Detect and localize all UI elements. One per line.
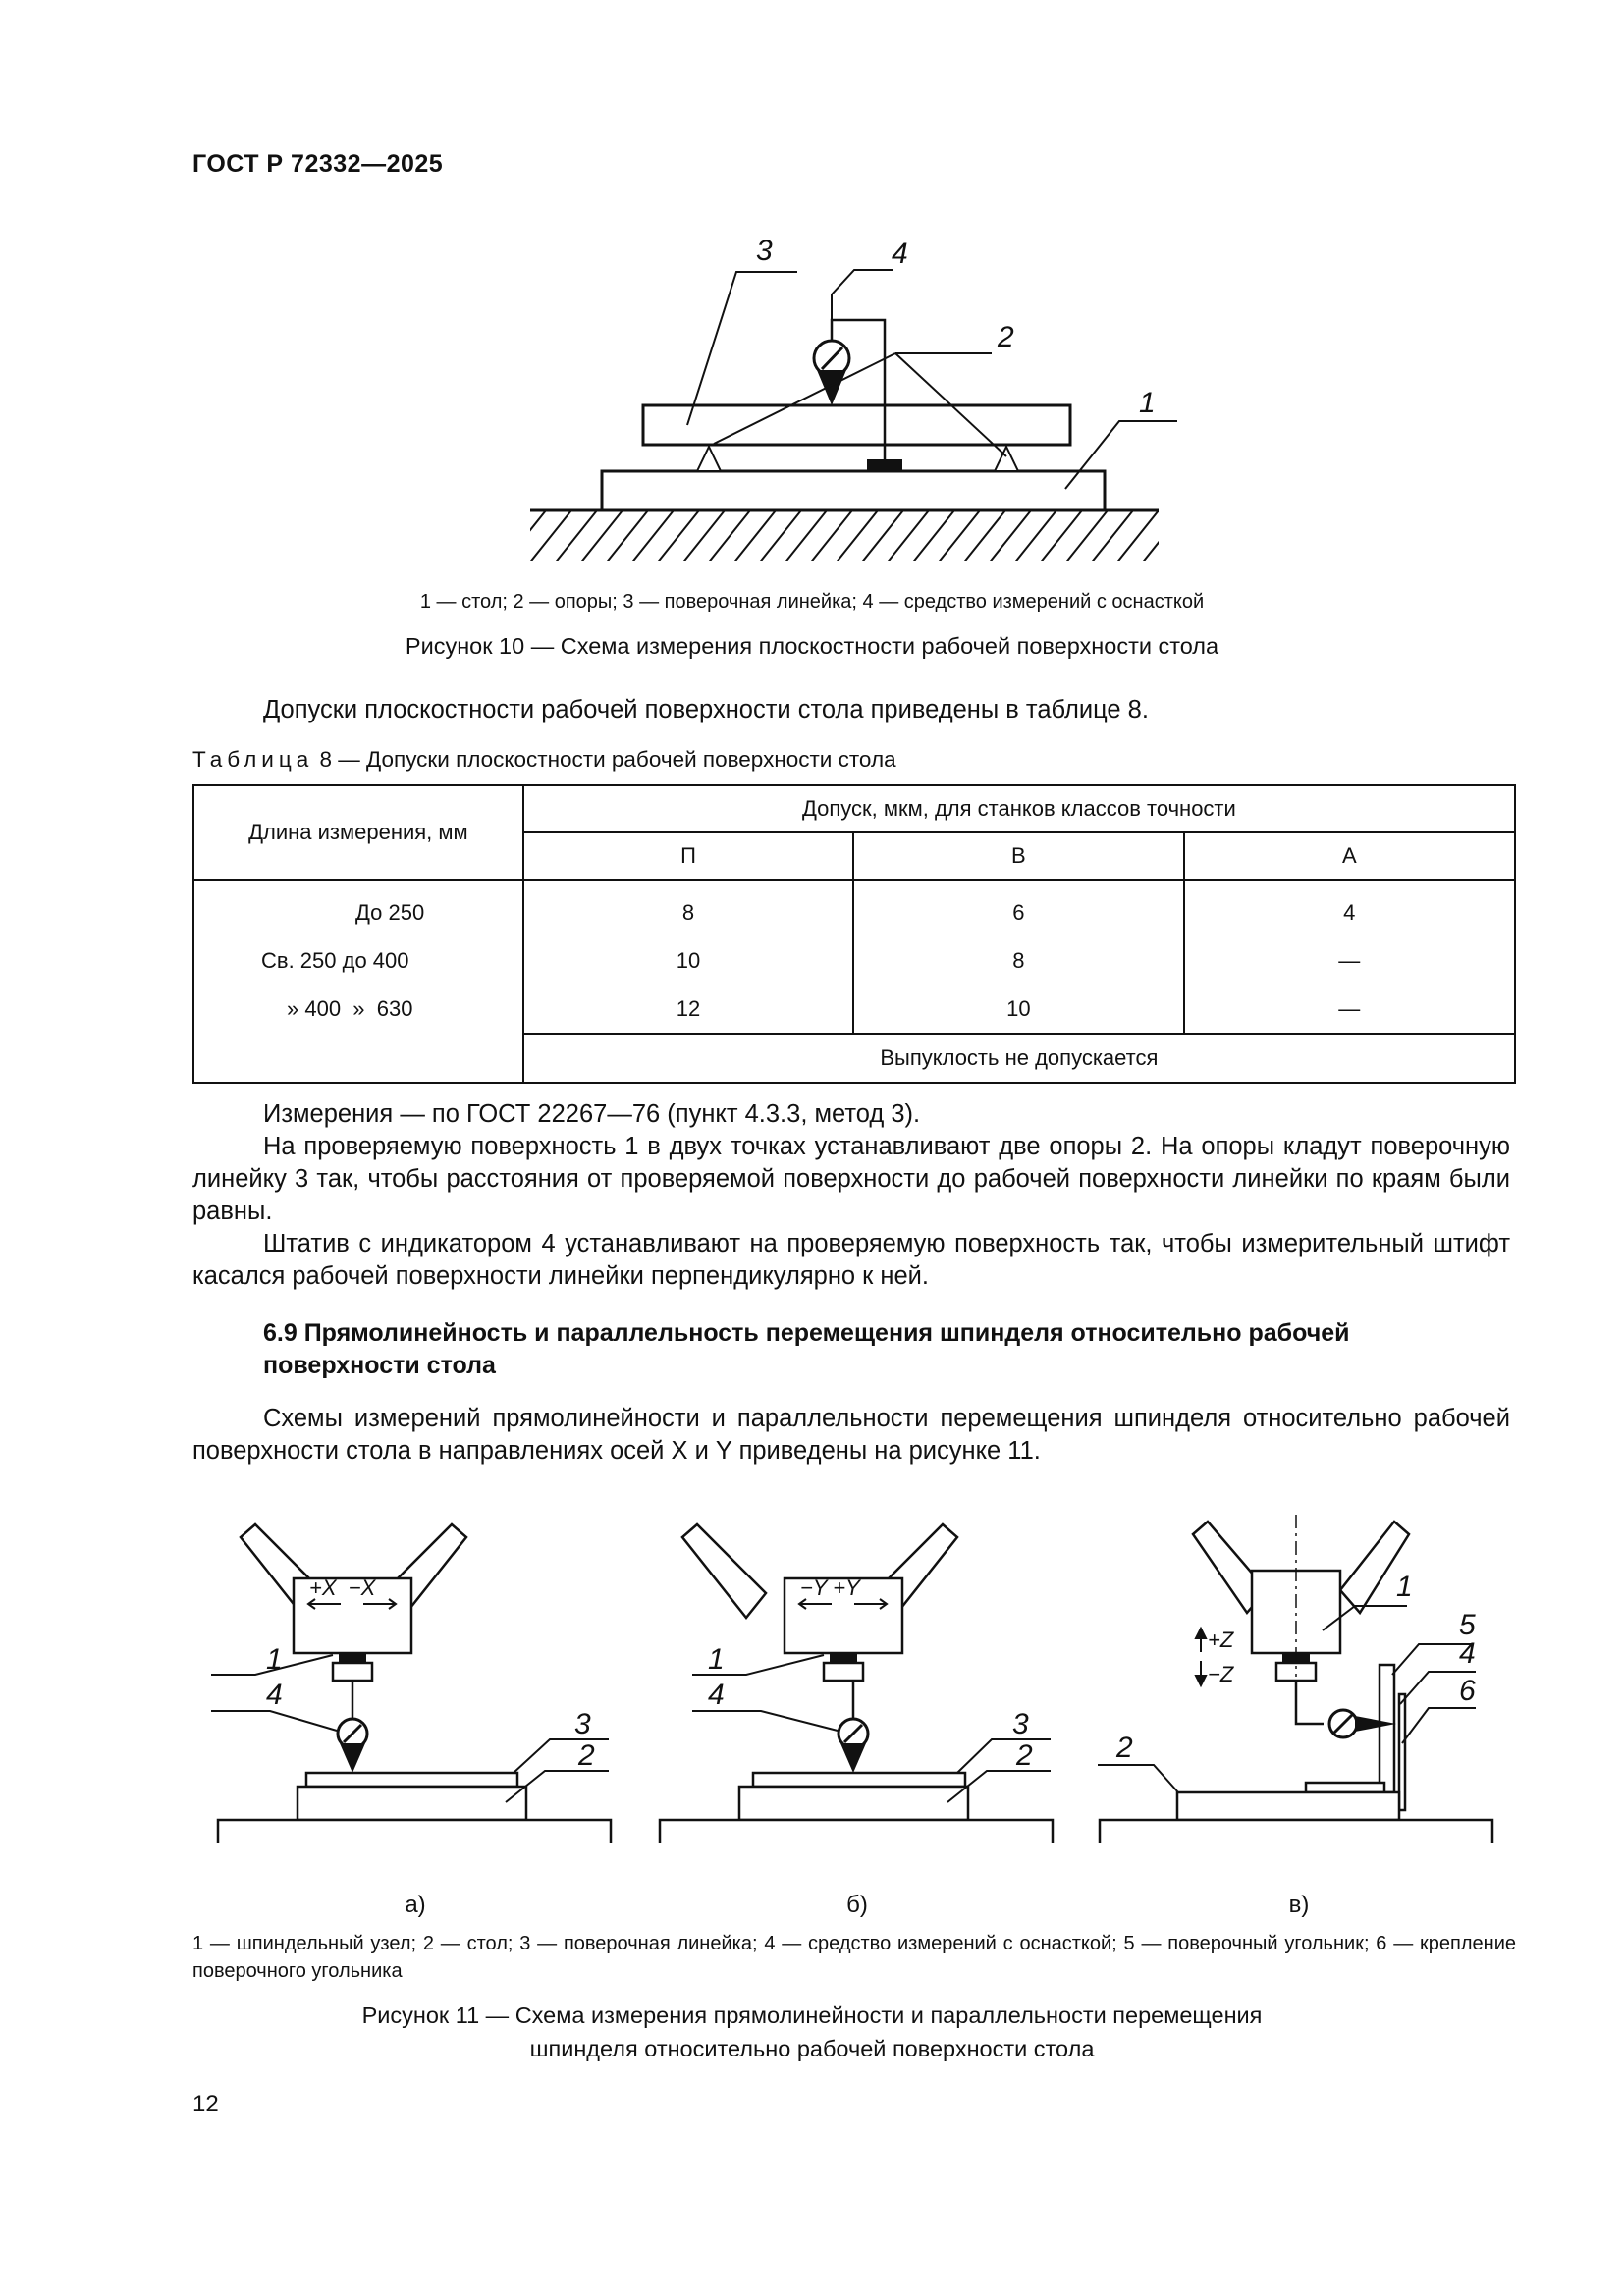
figure-11b-axis-label: −Y +Y — [800, 1575, 860, 1600]
figure-11a-label-1: 1 — [266, 1643, 283, 1676]
figure-11c-table — [1177, 1792, 1399, 1820]
section-6-9-text: Схемы измерений прямолинейности и параллельности перемещения шпинделя относительно рабочей поверхности стола в направлениях осей X и Y приведены на рисунке 11. — [192, 1405, 1510, 1465]
hatch-line — [520, 510, 546, 564]
table-8 — [192, 784, 1516, 1084]
figure-10-label-1: 1 — [1139, 387, 1156, 419]
table-cell-length: До 250 — [193, 880, 523, 936]
table-8-header-length: Длина измерения, мм — [193, 785, 523, 880]
figure-11-legend: 1 — шпиндельный узел; 2 — стол; 3 — поверочная линейка; 4 — средство измерений с оснасткой; 5 — поверочный угольник; 6 — крепление поверочного угольника — [192, 1933, 1516, 1982]
hatch-line — [1090, 510, 1133, 564]
hatch-line — [630, 510, 674, 564]
figure-11c-label-4: 4 — [1459, 1637, 1476, 1670]
figure-11c-label-1: 1 — [1396, 1571, 1413, 1603]
figure-11c-label-5: 5 — [1459, 1609, 1476, 1641]
figure-11c-label-2: 2 — [1116, 1732, 1133, 1764]
table-8-title-prefix: Таблица — [192, 747, 314, 772]
hatch-line — [1141, 510, 1184, 564]
figure-11b-label: б) — [846, 1892, 868, 1918]
table-row — [193, 936, 1515, 985]
table-cell: — — [1184, 936, 1515, 985]
table-row — [193, 880, 1515, 936]
figure-11b-diagram — [653, 1500, 1065, 1843]
figure-11b-label-3: 3 — [1012, 1708, 1029, 1740]
section-6-9-heading: 6.9 Прямолинейность и параллельность перемещения шпинделя относительно рабочей поверхности стола — [263, 1319, 1350, 1379]
paragraph-supports: На проверяемую поверхность 1 в двух точках устанавливают две опоры 2. На опоры кладут поверочную линейку 3 так, чтобы расстояния от проверяемой поверхности до рабочей поверхности линейки по краям были равны. — [192, 1133, 1510, 1225]
table-8-class-p: П — [523, 832, 853, 880]
table-cell-empty — [193, 1034, 523, 1083]
paragraph-indicator: Штатив с индикатором 4 устанавливают на проверяемую поверхность так, чтобы измерительный штифт касался рабочей поверхности линейки перпендикулярно к ней. — [192, 1230, 1510, 1290]
figure-11a-diagram — [211, 1500, 623, 1843]
hatch-line — [1166, 510, 1188, 564]
hatch-line — [579, 510, 623, 564]
figure-11a-axis-label: +X −X — [309, 1575, 376, 1600]
table-8-class-v: В — [853, 832, 1183, 880]
hatch-line — [835, 510, 878, 564]
figure-10-floor-hatch — [520, 510, 1188, 564]
hatch-line — [758, 510, 801, 564]
hatch-line — [1013, 510, 1056, 564]
figure-11b-label-4: 4 — [708, 1679, 725, 1711]
figure-11a-label: а) — [405, 1892, 426, 1918]
table-cell-length: Св. 250 до 400 — [193, 936, 523, 985]
hatch-line — [860, 510, 903, 564]
hatch-line — [1064, 510, 1108, 564]
figure-11a-dial-indicator-icon — [338, 1719, 367, 1773]
figure-11c-diagram — [1095, 1500, 1527, 1843]
hatch-line — [656, 510, 699, 564]
hatch-line — [681, 510, 725, 564]
figure-11c-plus-z-label: +Z — [1208, 1628, 1234, 1652]
hatch-line — [732, 510, 776, 564]
figure-11c-label: в) — [1288, 1892, 1310, 1918]
hatch-line — [528, 510, 571, 564]
table-cell: 12 — [523, 985, 853, 1034]
figure-10-support-right — [995, 447, 1018, 471]
hatch-line — [707, 510, 750, 564]
paragraph-measurements: Измерения — по ГОСТ 22267—76 (пункт 4.3.3, метод 3). — [263, 1100, 921, 1128]
table-cell: 8 — [853, 936, 1183, 985]
hatch-line — [962, 510, 1005, 564]
table-8-class-a: А — [1184, 832, 1515, 880]
hatch-line — [1115, 510, 1159, 564]
figure-11a-label-2: 2 — [578, 1739, 595, 1772]
hatch-line — [988, 510, 1031, 564]
figure-11b-table — [739, 1787, 968, 1820]
figure-10-ruler — [643, 405, 1070, 445]
hatch-line — [911, 510, 954, 564]
table-8-note: Выпуклость не допускается — [523, 1034, 1515, 1083]
figure-10-label-3: 3 — [756, 235, 773, 267]
figure-11b-dial-indicator-icon — [839, 1719, 868, 1773]
table-cell: 8 — [523, 880, 853, 936]
table-cell: 10 — [853, 985, 1183, 1034]
figure-11-caption-line-2: шпинделя относительно рабочей поверхности стола — [529, 2036, 1095, 2061]
figure-10-indicator-base — [867, 459, 902, 471]
table-8-header-tolerance: Допуск, мкм, для станков классов точности — [523, 785, 1515, 832]
figure-11b-label-2: 2 — [1016, 1739, 1033, 1772]
table-cell: 4 — [1184, 880, 1515, 936]
table-8-title — [192, 747, 896, 773]
table-8-title-rest: 8 — Допуски плоскостности рабочей поверхности стола — [313, 747, 896, 772]
figure-11b-ruler — [753, 1773, 965, 1787]
figure-11a-label-3: 3 — [574, 1708, 591, 1740]
figure-11-caption-line-1: Рисунок 11 — Схема измерения прямолинейности и параллельности перемещения — [361, 2002, 1263, 2028]
hatch-line — [554, 510, 597, 564]
table-row — [193, 985, 1515, 1034]
figure-11c-label-6: 6 — [1459, 1675, 1476, 1707]
figure-11c-minus-z-label: −Z — [1208, 1662, 1234, 1686]
document-code: ГОСТ Р 72332—2025 — [192, 150, 444, 178]
hatch-line — [784, 510, 827, 564]
figure-10-legend: 1 — стол; 2 — опоры; 3 — поверочная линейка; 4 — средство измерений с оснасткой — [419, 591, 1205, 613]
table-cell-length: » 400 » 630 — [193, 985, 523, 1034]
hatch-line — [1039, 510, 1082, 564]
table-cell: 10 — [523, 936, 853, 985]
figure-10-diagram — [520, 226, 1188, 569]
figure-10-label-2: 2 — [998, 321, 1014, 353]
hatch-line — [809, 510, 852, 564]
figure-10-table — [602, 471, 1105, 510]
figure-10-caption: Рисунок 10 — Схема измерения плоскостности рабочей поверхности стола — [405, 633, 1219, 659]
hatch-line — [937, 510, 980, 564]
hatch-line — [886, 510, 929, 564]
intro-paragraph: Допуски плоскостности рабочей поверхности стола приведены в таблице 8. — [263, 696, 1149, 723]
figure-11c-square — [1380, 1665, 1394, 1792]
figure-10-label-4: 4 — [892, 238, 908, 270]
hatch-line — [605, 510, 648, 564]
figure-11a-label-4: 4 — [266, 1679, 283, 1711]
figure-11a-table — [298, 1787, 526, 1820]
figure-10-support-left — [697, 447, 721, 471]
figure-11a-ruler — [306, 1773, 517, 1787]
table-cell: — — [1184, 985, 1515, 1034]
figure-11b-label-1: 1 — [708, 1643, 725, 1676]
table-cell: 6 — [853, 880, 1183, 936]
figure-10-dial-indicator-icon — [814, 341, 849, 405]
page-number: 12 — [192, 2091, 219, 2117]
